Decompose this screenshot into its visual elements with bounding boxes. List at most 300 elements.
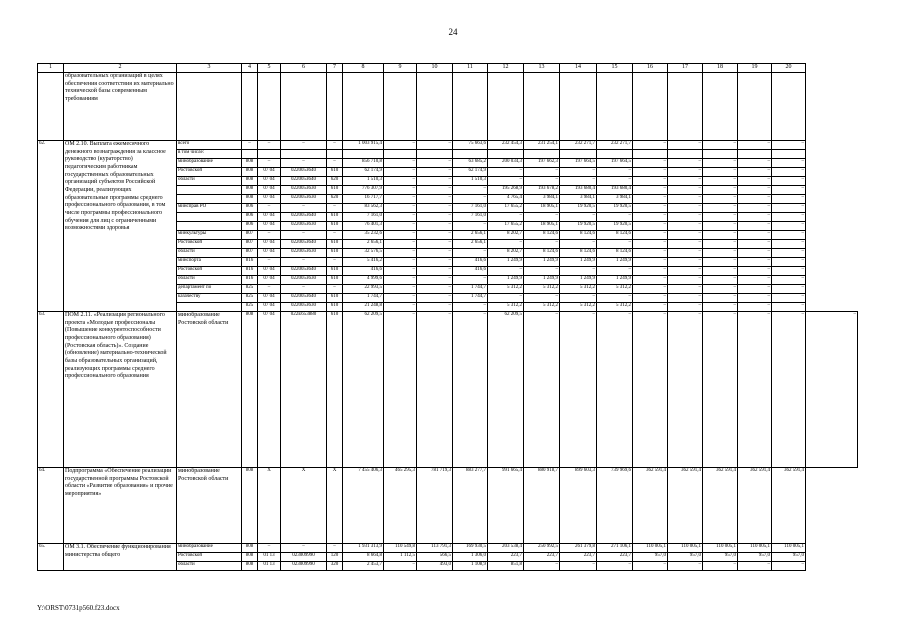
- table-cell: 1 112,5: [384, 553, 417, 562]
- table-cell: –: [384, 562, 417, 571]
- table-cell: 271 106,1: [597, 544, 633, 553]
- table-cell: 8 124,6: [524, 249, 560, 258]
- table-cell: 18 905,1: [524, 204, 560, 213]
- table-cell: –: [597, 177, 633, 186]
- table-cell: –: [453, 303, 488, 312]
- table-cell: –: [281, 285, 327, 294]
- table-cell: –: [703, 213, 738, 222]
- table-cell: 32 576,5: [343, 249, 384, 258]
- table-cell: –: [327, 231, 343, 240]
- table-cell: –: [633, 294, 668, 303]
- column-header: 6: [281, 64, 327, 73]
- table-cell: –: [668, 141, 703, 150]
- table-cell: 231 254,1: [524, 141, 560, 150]
- table-cell: 022005З630: [281, 222, 327, 231]
- table-cell: 19 920,5: [560, 204, 597, 213]
- responsible-cell: казачеству: [177, 294, 242, 303]
- table-cell: 21 248,8: [343, 303, 384, 312]
- table-cell: 19 920,5: [597, 204, 633, 213]
- table-cell: –: [524, 562, 560, 571]
- table-cell: [597, 150, 633, 159]
- table-cell: 4 999,6: [343, 276, 384, 285]
- table-cell: –: [258, 285, 281, 294]
- column-header: 17: [668, 64, 703, 73]
- table-cell: –: [668, 267, 703, 276]
- table-cell: [738, 150, 772, 159]
- table-cell: –: [772, 186, 806, 195]
- table-cell: –: [384, 240, 417, 249]
- table-cell: –: [384, 168, 417, 177]
- table-cell: –: [703, 222, 738, 231]
- table-cell: –: [384, 213, 417, 222]
- table-cell: –: [772, 195, 806, 204]
- table-cell: –: [281, 141, 327, 150]
- table-cell: 416,6: [453, 258, 488, 267]
- table-cell: 1 510,3: [343, 177, 384, 186]
- table-cell: –: [384, 303, 417, 312]
- table-cell: 5 312,2: [488, 285, 524, 294]
- table-cell: –: [772, 231, 806, 240]
- table-cell: –: [281, 231, 327, 240]
- table-cell: 232 271,7: [560, 141, 597, 150]
- table-cell: 07 04: [258, 249, 281, 258]
- table-cell: –: [384, 258, 417, 267]
- table-cell: –: [772, 294, 806, 303]
- table-cell: 808: [242, 312, 258, 468]
- table-cell: –: [633, 159, 668, 168]
- table-cell: –: [384, 294, 417, 303]
- table-cell: 320: [327, 562, 343, 571]
- table-cell: –: [633, 240, 668, 249]
- table-cell: 1 249,9: [560, 276, 597, 285]
- table-cell: –: [384, 186, 417, 195]
- table-cell: 1 510,3: [453, 177, 488, 186]
- table-cell: [258, 150, 281, 159]
- table-cell: 110 005,1: [772, 544, 806, 553]
- table-cell: –: [597, 213, 633, 222]
- table-cell: 5 312,2: [560, 285, 597, 294]
- table-cell: 223,7: [524, 553, 560, 562]
- row-description: ОМ 3.1. Обеспечение функционирования министерства общего: [64, 544, 177, 571]
- table-cell: –: [772, 285, 806, 294]
- table-cell: 8 202,7: [488, 249, 524, 258]
- responsible-cell: минспорта: [177, 258, 242, 267]
- table-cell: [703, 150, 738, 159]
- column-header: 5: [258, 64, 281, 73]
- table-cell: 76 401,3: [343, 222, 384, 231]
- table-cell: –: [633, 258, 668, 267]
- table-cell: 808: [242, 468, 258, 544]
- responsible-cell: минобразование Ростовской области: [177, 312, 242, 468]
- table-cell: –: [703, 312, 738, 468]
- responsible-cell: Ростовской: [177, 240, 242, 249]
- table-cell: 610: [327, 294, 343, 303]
- table-cell: –: [417, 177, 453, 186]
- responsible-cell: минобразование: [177, 544, 242, 553]
- table-cell: 8 664,8: [343, 553, 384, 562]
- table-cell: 610: [327, 312, 343, 468]
- table-cell: 07 04: [258, 195, 281, 204]
- table-cell: –: [560, 177, 597, 186]
- table-cell: –: [668, 303, 703, 312]
- table-cell: 7 161,0: [343, 213, 384, 222]
- table-cell: 7 161,0: [453, 204, 488, 213]
- table-cell: –: [668, 285, 703, 294]
- table-cell: [668, 150, 703, 159]
- table-cell: –: [417, 258, 453, 267]
- table-cell: –: [703, 177, 738, 186]
- table-cell: –: [488, 294, 524, 303]
- table-cell: 816: [242, 267, 258, 276]
- table-cell: –: [668, 294, 703, 303]
- table-cell: –: [668, 249, 703, 258]
- table-cell: 1 744,7: [453, 294, 488, 303]
- table-cell: 07 04: [258, 303, 281, 312]
- table-cell: 62 209,5: [343, 312, 384, 468]
- responsible-cell: Ростовской: [177, 553, 242, 562]
- table-cell: –: [633, 177, 668, 186]
- table-cell: 808: [242, 553, 258, 562]
- table-cell: 1 306,0: [453, 553, 488, 562]
- table-cell: 807: [242, 231, 258, 240]
- table-cell: 8 124,6: [597, 249, 633, 258]
- table-cell: –: [384, 195, 417, 204]
- table-cell: 18 905,1: [524, 222, 560, 231]
- table-cell: –: [738, 303, 772, 312]
- table-cell: 07 04: [258, 240, 281, 249]
- table-cell: –: [453, 222, 488, 231]
- column-header: 4: [242, 64, 258, 73]
- responsible-cell: Ростовской: [177, 267, 242, 276]
- row-number: 63.: [38, 312, 64, 468]
- table-cell: –: [384, 222, 417, 231]
- table-cell: –: [703, 249, 738, 258]
- column-header: 16: [633, 64, 668, 73]
- table-cell: 610: [327, 240, 343, 249]
- table-cell: –: [633, 276, 668, 285]
- table-cell: –: [772, 267, 806, 276]
- table-cell: 022005З630: [281, 276, 327, 285]
- table-cell: –: [417, 141, 453, 150]
- table-cell: –: [524, 213, 560, 222]
- table-cell: 808: [242, 168, 258, 177]
- table-cell: –: [633, 562, 668, 571]
- table-cell: 1 931 313,9: [343, 544, 384, 553]
- column-header: 9: [384, 64, 417, 73]
- table-cell: –: [668, 213, 703, 222]
- table-cell: 8 202,7: [488, 231, 524, 240]
- table-cell: 200 034,3: [488, 159, 524, 168]
- table-cell: –: [417, 294, 453, 303]
- table-cell: 5 312,2: [597, 285, 633, 294]
- table-cell: –: [633, 186, 668, 195]
- table-cell: –: [417, 195, 453, 204]
- table-cell: –: [668, 195, 703, 204]
- row-description: Подпрограмма «Обеспечение реализации государственной программы Ростовской области «Развитие образования» и прочие мероприятия»: [64, 468, 177, 544]
- table-cell: 416,6: [343, 267, 384, 276]
- table-cell: –: [417, 204, 453, 213]
- table-cell: 223,7: [488, 553, 524, 562]
- table-cell: –: [417, 231, 453, 240]
- table-cell: –: [384, 249, 417, 258]
- table-cell: –: [453, 186, 488, 195]
- table-cell: 776 307,9: [343, 186, 384, 195]
- table-cell: [281, 150, 327, 159]
- table-cell: –: [327, 204, 343, 213]
- table-cell: [453, 150, 488, 159]
- table-cell: –: [668, 562, 703, 571]
- table-cell: –: [772, 213, 806, 222]
- table-cell: 8 124,6: [560, 231, 597, 240]
- table-cell: 5 312,2: [560, 303, 597, 312]
- table-cell: –: [281, 159, 327, 168]
- responsible-cell: минобразование: [177, 159, 242, 168]
- table-cell: –: [738, 195, 772, 204]
- table-cell: 023009990: [281, 562, 327, 571]
- table-cell: –: [417, 222, 453, 231]
- table-cell: 957,0: [668, 553, 703, 562]
- table-cell: 01 13: [258, 553, 281, 562]
- table-cell: –: [524, 168, 560, 177]
- table-cell: –: [417, 249, 453, 258]
- table-cell: –: [417, 303, 453, 312]
- table-cell: 610: [327, 267, 343, 276]
- table-cell: 197 664,5: [560, 159, 597, 168]
- table-cell: –: [560, 168, 597, 177]
- table-cell: 8 124,6: [524, 231, 560, 240]
- table-cell: 250 992,5: [524, 544, 560, 553]
- row-number: 64.: [38, 468, 64, 544]
- table-cell: –: [560, 294, 597, 303]
- row-description: образовательных организаций в целях обеспечения соответствия их материально технической базы современным требованиям: [64, 73, 177, 141]
- table-cell: –: [453, 249, 488, 258]
- table-cell: 610: [327, 303, 343, 312]
- table-cell: 197 662,3: [524, 159, 560, 168]
- table-cell: 362 591,4: [668, 468, 703, 544]
- table-cell: –: [633, 285, 668, 294]
- table-cell: –: [417, 168, 453, 177]
- table-cell: –: [488, 213, 524, 222]
- table-cell: –: [242, 141, 258, 150]
- table-cell: 203 538,4: [488, 544, 524, 553]
- column-header: 2: [64, 64, 177, 73]
- table-cell: –: [772, 258, 806, 267]
- row-description: ОМ 2.10. Выплата ежемесячного денежного вознаграждения за классное руководство (кураторство) педагогическим работникам государственных образовательных организаций субъектов Российской Федерации, реализующих образовательные программы среднего профессионального образования, в том числе программы профессионального обучения для лиц с ограниченными возможностями здоровья: [64, 141, 177, 312]
- table-cell: 1 249,9: [524, 258, 560, 267]
- table-cell: 8 124,6: [597, 231, 633, 240]
- responsible-cell: области: [177, 276, 242, 285]
- table-cell: 883 277,7: [453, 468, 488, 544]
- table-cell: –: [806, 312, 858, 468]
- table-cell: 1 744,7: [343, 294, 384, 303]
- table-row: [38, 544, 858, 553]
- table-cell: –: [633, 267, 668, 276]
- table-cell: 07 04: [258, 276, 281, 285]
- table-cell: 07 04: [258, 168, 281, 177]
- table-cell: –: [524, 177, 560, 186]
- responsible-cell: [177, 195, 242, 204]
- row-number: 65.: [38, 544, 64, 571]
- table-cell: –: [668, 258, 703, 267]
- table-cell: –: [738, 213, 772, 222]
- table-cell: 261 379,8: [560, 544, 597, 553]
- table-cell: –: [597, 240, 633, 249]
- budget-table: [37, 63, 858, 571]
- table-cell: –: [703, 186, 738, 195]
- table-cell: 169 930,5: [453, 544, 488, 553]
- table-cell: –: [384, 159, 417, 168]
- table-cell: –: [524, 240, 560, 249]
- table-cell: 806: [242, 222, 258, 231]
- table-cell: 120: [327, 553, 343, 562]
- table-cell: 1 249,9: [524, 276, 560, 285]
- table-cell: –: [738, 312, 772, 468]
- table-cell: 022005З630: [281, 186, 327, 195]
- column-header: 1: [38, 64, 64, 73]
- table-cell: 022005З640: [281, 240, 327, 249]
- table-cell: –: [417, 186, 453, 195]
- table-cell: –: [327, 285, 343, 294]
- table-cell: –: [772, 159, 806, 168]
- file-path-footer: Y:\ORST\0731p560.f23.docx: [37, 604, 120, 612]
- table-cell: –: [453, 276, 488, 285]
- table-cell: 62 209,5: [488, 312, 524, 468]
- table-cell: X: [281, 468, 327, 544]
- table-cell: 023009990: [281, 553, 327, 562]
- table-cell: –: [738, 249, 772, 258]
- table-cell: –: [668, 276, 703, 285]
- table-cell: –: [560, 240, 597, 249]
- table-cell: –: [417, 312, 453, 468]
- responsible-cell: области: [177, 249, 242, 258]
- table-cell: 816: [242, 258, 258, 267]
- table-cell: 493,0: [417, 562, 453, 571]
- table-cell: 3 984,1: [597, 195, 633, 204]
- table-cell: 808: [242, 177, 258, 186]
- table-cell: 1 003 915,4: [343, 141, 384, 150]
- table-cell: 5 416,2: [343, 258, 384, 267]
- table-cell: –: [703, 276, 738, 285]
- table-row: [38, 73, 858, 141]
- table-cell: 110 005,1: [703, 544, 738, 553]
- table-cell: 362 591,4: [738, 468, 772, 544]
- row-description: ПОМ 2.11. «Реализация регионального проекта «Молодые профессионалы (Повышение конкурентоспособности профессионального образования) (Ростовская область)». Создание (обновление) материально-технической базы образовательных организаций, реализующих программы среднего профессионального образования: [64, 312, 177, 468]
- table-cell: –: [488, 240, 524, 249]
- table-cell: 2 656,1: [453, 240, 488, 249]
- table-cell: 8 124,6: [560, 249, 597, 258]
- table-cell: –: [560, 312, 597, 468]
- table-cell: 07 04: [258, 267, 281, 276]
- table-cell: –: [417, 213, 453, 222]
- table-cell: 22 993,5: [343, 285, 384, 294]
- table-cell: [327, 150, 343, 159]
- table-cell: 17 655,2: [488, 222, 524, 231]
- table-cell: 7 455 406,3: [343, 468, 384, 544]
- table-cell: 022005З640: [281, 168, 327, 177]
- table-cell: –: [703, 141, 738, 150]
- responsible-cell: [177, 303, 242, 312]
- table-cell: –: [258, 544, 281, 553]
- table-cell: 816: [242, 276, 258, 285]
- table-cell: –: [703, 267, 738, 276]
- table-cell: 957,0: [703, 553, 738, 562]
- table-cell: 808: [242, 544, 258, 553]
- table-cell: –: [597, 168, 633, 177]
- table-cell: 022005З640: [281, 267, 327, 276]
- table-cell: –: [772, 562, 806, 571]
- responsible-cell: минкультуры: [177, 231, 242, 240]
- table-cell: [488, 150, 524, 159]
- table-cell: 566,5: [417, 553, 453, 562]
- table-cell: 022005З640: [281, 294, 327, 303]
- table-cell: 825: [242, 303, 258, 312]
- table-cell: –: [772, 312, 806, 468]
- table-cell: 416,6: [453, 267, 488, 276]
- table-cell: [524, 150, 560, 159]
- table-cell: 07 04: [258, 213, 281, 222]
- table-cell: 1 249,9: [488, 276, 524, 285]
- table-row: [38, 312, 858, 468]
- table-cell: –: [597, 562, 633, 571]
- table-cell: 362 591,4: [633, 468, 668, 544]
- table-cell: –: [772, 276, 806, 285]
- table-cell: 957,0: [738, 553, 772, 562]
- table-cell: –: [524, 312, 560, 468]
- table-cell: –: [597, 267, 633, 276]
- table-cell: –: [772, 249, 806, 258]
- table-cell: –: [668, 312, 703, 468]
- table-cell: 83 562,3: [343, 204, 384, 213]
- table-cell: –: [384, 312, 417, 468]
- table-cell: 1 249,9: [597, 276, 633, 285]
- table-cell: 620: [327, 177, 343, 186]
- table-cell: –: [703, 195, 738, 204]
- table-cell: –: [668, 204, 703, 213]
- column-header: 13: [524, 64, 560, 73]
- table-cell: 5 312,2: [524, 303, 560, 312]
- table-cell: 808: [242, 159, 258, 168]
- responsible-cell: минсправ РО: [177, 204, 242, 213]
- table-cell: [242, 150, 258, 159]
- table-cell: 610: [327, 213, 343, 222]
- table-cell: –: [327, 544, 343, 553]
- table-cell: –: [384, 276, 417, 285]
- table-cell: –: [703, 159, 738, 168]
- table-cell: –: [772, 168, 806, 177]
- table-cell: 193 678,2: [524, 186, 560, 195]
- table-cell: 197 664,5: [597, 159, 633, 168]
- column-header: 20: [772, 64, 806, 73]
- table-cell: 5 312,2: [524, 285, 560, 294]
- table-cell: 362 591,4: [703, 468, 738, 544]
- table-cell: 62 174,9: [453, 168, 488, 177]
- table-cell: 193 680,4: [597, 186, 633, 195]
- table-cell: –: [327, 141, 343, 150]
- table-cell: 022005З630: [281, 249, 327, 258]
- table-cell: –: [384, 231, 417, 240]
- table-cell: 825: [242, 294, 258, 303]
- table-cell: –: [524, 267, 560, 276]
- table-cell: –: [738, 222, 772, 231]
- responsible-cell: всего: [177, 141, 242, 150]
- table-cell: 022005З640: [281, 177, 327, 186]
- table-cell: 110 005,1: [668, 544, 703, 553]
- table-cell: –: [384, 267, 417, 276]
- table-cell: –: [417, 267, 453, 276]
- table-cell: –: [417, 276, 453, 285]
- table-cell: –: [524, 294, 560, 303]
- table-cell: –: [703, 294, 738, 303]
